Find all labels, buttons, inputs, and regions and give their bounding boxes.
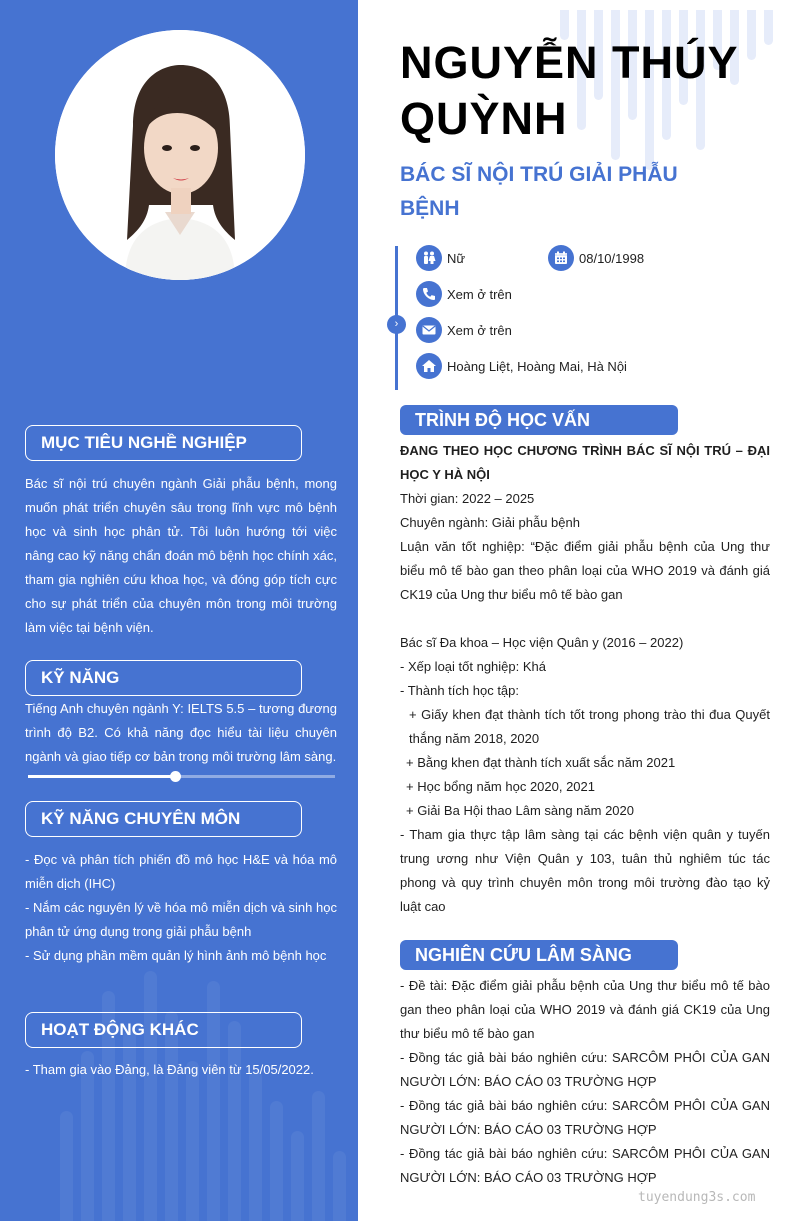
avatar (55, 30, 305, 280)
list-item: - Sử dụng phần mềm quản lý hình ảnh mô bệnh học (25, 948, 327, 963)
objective-title: MỤC TIÊU NGHỀ NGHIỆP (25, 425, 302, 461)
education-line: ĐANG THEO HỌC CHƯƠNG TRÌNH BÁC SĨ NỘI TRÚ – ĐẠI HỌC Y HÀ NỘI (400, 443, 770, 482)
research-line: - Đồng tác giả bài báo nghiên cứu: SARCÔM PHÔI CỦA GAN NGƯỜI LỚN: BÁO CÁO 03 TRƯỜNG HỢP (400, 1146, 770, 1185)
decorative-bar (144, 971, 157, 1221)
education-line: - Tham gia thực tập lâm sàng tại các bệnh viện quân y tuyến trung ương như Viện Quân y 103, tuân thủ nghiêm túc tác phong và quy trình chuyên môn trong môi trường đào tạo kỷ luật cao (400, 827, 770, 914)
phone-value: Xem ở trên (447, 286, 512, 302)
education-line: Thời gian: 2022 – 2025 (400, 491, 535, 506)
address-value: Hoàng Liệt, Hoàng Mai, Hà Nội (447, 358, 627, 374)
job-title: BÁC SĨ NỘI TRÚ GIẢI PHẪU BỆNH (400, 163, 678, 220)
skill-level-fill (28, 775, 175, 778)
decorative-bar (291, 1131, 304, 1221)
email-icon (416, 317, 442, 343)
decorative-bars (60, 950, 358, 1221)
education-line: Bác sĩ Đa khoa – Học viện Quân y (2016 – 2022) (400, 635, 684, 650)
decorative-bar (228, 1021, 241, 1221)
research-title: NGHIÊN CỨU LÂM SÀNG (400, 940, 678, 970)
education-line: - Xếp loại tốt nghiệp: Khá (400, 659, 546, 674)
email-row (416, 317, 512, 343)
spacer (400, 607, 770, 631)
profile-photo (55, 30, 305, 280)
list-item: - Đọc và phân tích phiến đồ mô học H&E và hóa mô miễn dịch (IHC) (25, 852, 337, 891)
gender-icon (416, 245, 442, 271)
skill-level-knob (170, 771, 181, 782)
birthdate-row (548, 245, 644, 271)
decorative-bar (333, 1151, 346, 1221)
education-content (400, 439, 770, 919)
education-line: Chuyên ngành: Giải phẫu bệnh (400, 515, 580, 530)
research-content (400, 974, 770, 1190)
education-line: + Giấy khen đạt thành tích tốt trong phong trào thi đua Quyết thắng năm 2018, 2020 (409, 707, 770, 746)
skills-title: KỸ NĂNG (25, 660, 302, 696)
research-line: - Đề tài: Đặc điểm giải phẫu bệnh của Ung thư biểu mô tế bào gan theo phân loại của WHO 2019 và đánh giá CK19 của Ung thư biểu mô tế bào gan (400, 978, 770, 1041)
phone-row (416, 281, 512, 307)
education-line: + Bằng khen đạt thành tích xuất sắc năm 2021 (406, 755, 676, 770)
email-value: Xem ở trên (447, 322, 512, 338)
research-line: - Đồng tác giả bài báo nghiên cứu: SARCÔM PHÔI CỦA GAN NGƯỜI LỚN: BÁO CÁO 03 TRƯỜNG HỢP (400, 1050, 770, 1089)
person-name: NGUYỄN THÚY QUỲNH (400, 37, 738, 144)
education-line: + Học bổng năm học 2020, 2021 (406, 779, 596, 794)
education-line: - Thành tích học tập: (400, 683, 519, 698)
activities-text: - Tham gia vào Đảng, là Đảng viên từ 15/05/2022. (25, 1062, 314, 1077)
decorative-bar (270, 1101, 283, 1221)
address-row (416, 353, 627, 379)
research-line: - Đồng tác giả bài báo nghiên cứu: SARCÔM PHÔI CỦA GAN NGƯỜI LỚN: BÁO CÁO 03 TRƯỜNG HỢP (400, 1098, 770, 1137)
decorative-bar (312, 1091, 325, 1221)
chevron-right-icon: › (387, 315, 406, 334)
calendar-icon (548, 245, 574, 271)
decorative-bar (249, 1071, 262, 1221)
education-title: TRÌNH ĐỘ HỌC VẤN (400, 405, 678, 435)
education-line: Luận văn tốt nghiệp: “Đặc điểm giải phẫu bệnh của Ung thư biểu mô tế bào gan theo phân loại của WHO 2019 và đánh giá CK19 của Ung thư biểu mô tế bào gan (400, 539, 770, 602)
birthdate-value: 08/10/1998 (579, 250, 645, 266)
decorative-bar (186, 1061, 199, 1221)
home-icon (416, 353, 442, 379)
list-item: - Nắm các nguyên lý về hóa mô miễn dịch và sinh học phân tử ứng dụng trong giải phẫu bệnh (25, 900, 337, 939)
gender-value: Nữ (447, 250, 466, 266)
activities-title: HOẠT ĐỘNG KHÁC (25, 1012, 302, 1048)
skill-level-bar (28, 775, 335, 778)
pro-skills-title: KỸ NĂNG CHUYÊN MÔN (25, 801, 302, 837)
education-line: + Giải Ba Hội thao Lâm sàng năm 2020 (406, 803, 635, 818)
objective-text: Bác sĩ nội trú chuyên ngành Giải phẫu bệnh, mong muốn phát triển chuyên sâu trong lĩnh vực mô bệnh học và sinh học phân tử. Tôi luôn hướng tới việc nâng cao kỹ năng chẩn đoán mô bệnh học chính xác, tham gia nghiên cứu khoa học, và đóng góp tích cực cho sự phát triển của chuyên môn trong môi trường làm việc tại bệnh viện. (25, 476, 337, 635)
phone-icon (416, 281, 442, 307)
gender-row (416, 245, 465, 271)
pro-skills-list (25, 848, 337, 968)
left-sidebar (0, 0, 358, 1221)
watermark: tuyendung3s.com (638, 1190, 756, 1205)
decorative-bar (60, 1111, 73, 1221)
skills-text: Tiếng Anh chuyên ngành Y: IELTS 5.5 – tương đương trình độ B2. Có khả năng đọc hiểu tài liệu chuyên ngành và giao tiếp cơ bản trong môi trường lâm sàng. (25, 701, 337, 764)
